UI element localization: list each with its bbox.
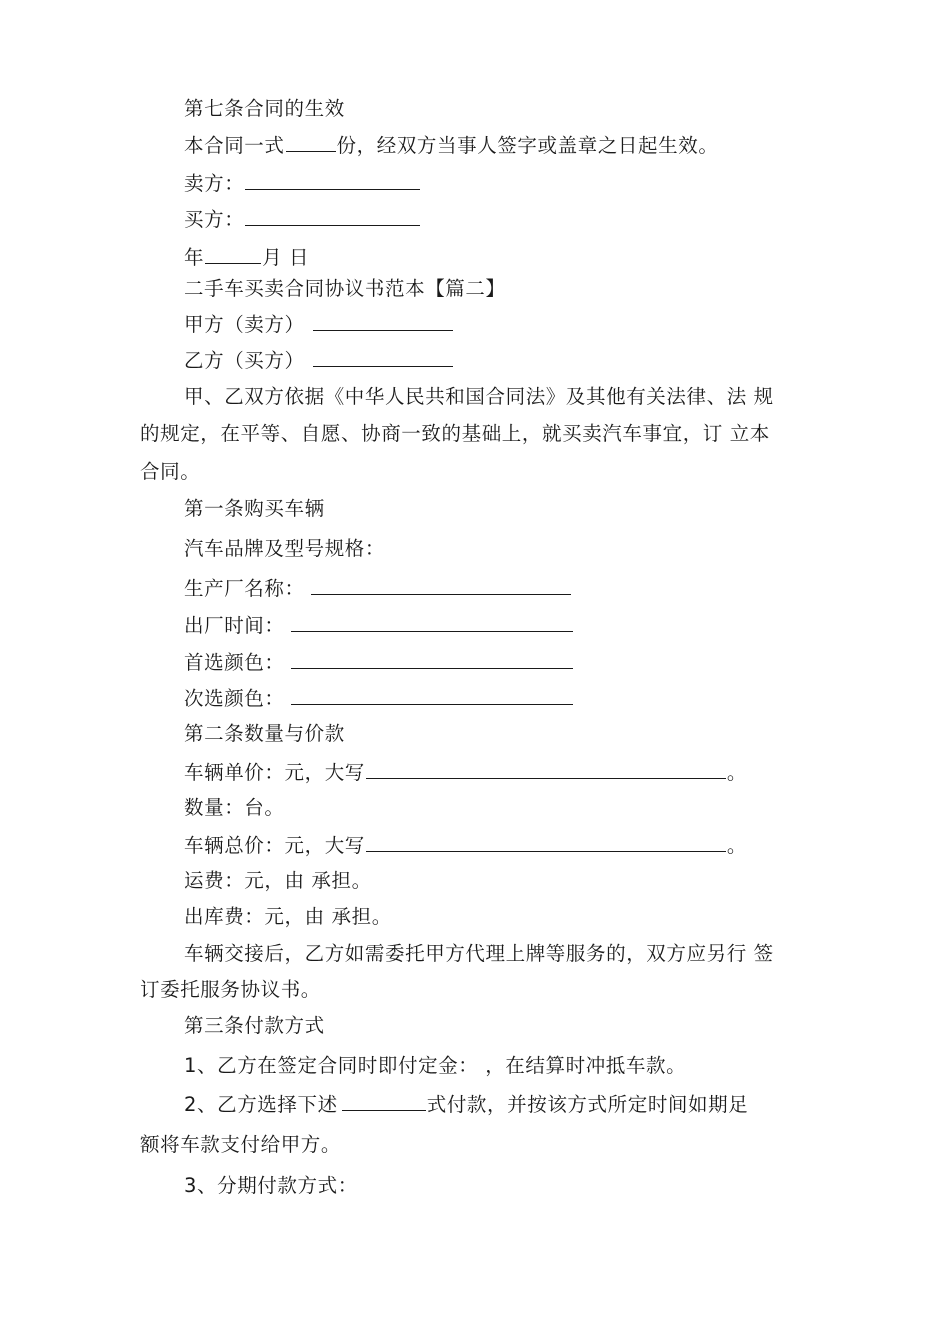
article-1-title: 第一条购买车辆	[184, 497, 325, 520]
article-7-title: 第七条合同的生效	[184, 97, 345, 120]
party-b-blank[interactable]	[313, 348, 453, 367]
warehouse-fee-line: 出库费：元，由 承担。	[184, 905, 392, 928]
quantity-line: 数量：台。	[184, 796, 285, 819]
party-a-line: 甲方（卖方）	[184, 312, 454, 337]
buyer-blank[interactable]	[245, 207, 420, 226]
unit-price-blank[interactable]	[366, 760, 726, 779]
article-7-body: 本合同一式 份，经双方当事人签字或盖章之日起生效。	[184, 134, 719, 157]
unit-price-line: 车辆单价：元，大写 。	[184, 761, 748, 784]
first-color-line: 首选颜色：	[184, 650, 574, 675]
manufacturer-line: 生产厂名称：	[184, 576, 572, 601]
seller-blank[interactable]	[245, 171, 420, 190]
intro-paragraph-line-3: 合同。	[140, 460, 201, 483]
month-blank[interactable]	[205, 245, 261, 264]
payment-item-2-continued: 额将车款支付给甲方。	[140, 1133, 342, 1156]
total-price-line: 车辆总价：元，大写 。	[184, 834, 748, 857]
brand-line: 汽车品牌及型号规格：	[184, 537, 386, 560]
freight-line: 运费：元，由 承担。	[184, 869, 372, 892]
payment-method-blank[interactable]	[342, 1092, 426, 1111]
handover-paragraph-line-2: 订委托服务协议书。	[140, 978, 321, 1001]
section-2-title: 二手车买卖合同协议书范本【篇二】	[184, 277, 506, 300]
intro-paragraph-line-1: 甲、乙双方依据《中华人民共和国合同法》及其他有关法律、法 规	[184, 385, 774, 408]
handover-paragraph-line-1: 车辆交接后，乙方如需委托甲方代理上牌等服务的，双方应另行 签	[184, 942, 774, 965]
date-line: 年 月 日	[184, 246, 310, 269]
payment-item-3: 3、分期付款方式：	[184, 1174, 358, 1197]
copies-blank[interactable]	[286, 133, 336, 152]
second-color-line: 次选颜色：	[184, 686, 574, 711]
party-b-line: 乙方（买方）	[184, 348, 454, 373]
seller-signature-line: 卖方：	[184, 171, 421, 196]
buyer-signature-line: 买方：	[184, 207, 421, 232]
payment-item-2: 2、乙方选择下述 式付款，并按该方式所定时间如期足	[184, 1093, 749, 1116]
party-a-blank[interactable]	[313, 312, 453, 331]
second-color-blank[interactable]	[291, 686, 573, 705]
first-color-blank[interactable]	[291, 650, 573, 669]
total-price-blank[interactable]	[366, 833, 726, 852]
article-2-title: 第二条数量与价款	[184, 722, 345, 745]
factory-time-line: 出厂时间：	[184, 613, 574, 638]
manufacturer-blank[interactable]	[311, 576, 571, 595]
article-3-title: 第三条付款方式	[184, 1014, 325, 1037]
factory-time-blank[interactable]	[291, 613, 573, 632]
intro-paragraph-line-2: 的规定，在平等、自愿、协商一致的基础上，就买卖汽车事宜，订 立本	[140, 422, 770, 445]
payment-item-1: 1、乙方在签定合同时即付定金： ，在结算时冲抵车款。	[184, 1054, 687, 1077]
